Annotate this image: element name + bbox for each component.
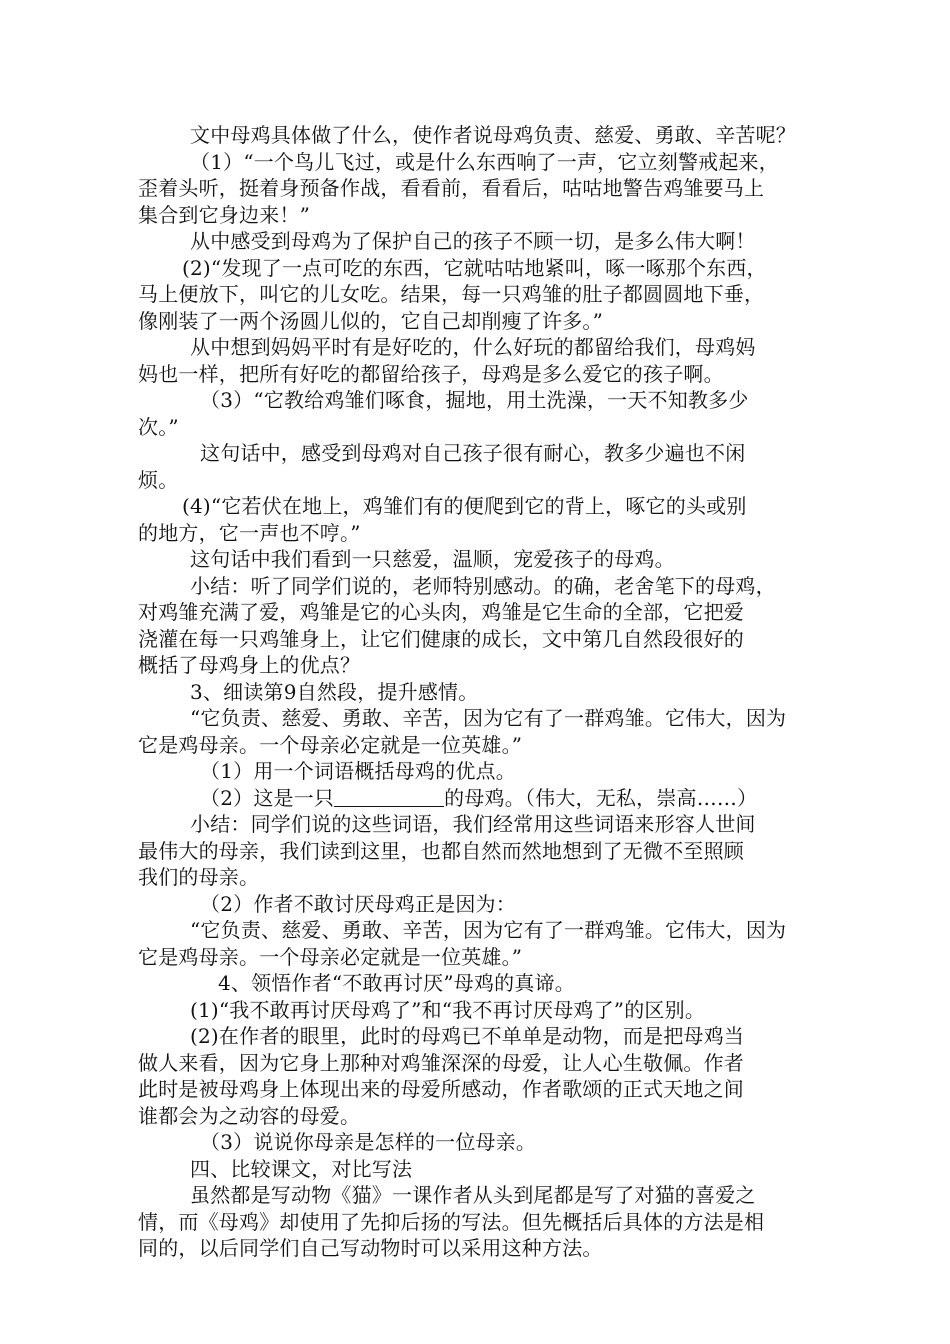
line-text: 小结：听了同学们说的，老师特别感动。的确，老舍笔下的母鸡，	[190, 573, 776, 598]
text-line	[138, 970, 908, 997]
line-text: 妈也一样，把所有好吃的都留给孩子，母鸡是多么爱它的孩子啊。	[138, 361, 724, 386]
line-text: 歪着头听，挺着身预备作战，看看前，看看后，咕咕地警告鸡雏要马上	[138, 176, 765, 200]
text-line	[138, 732, 828, 759]
line-text: （3）“它教给鸡雏们啄食，掘地，用土洗澡，一天不知教多少	[200, 388, 749, 412]
line-text: 它是鸡母亲。一个母亲必定就是一位英雄。”	[138, 732, 523, 757]
text-line	[138, 467, 828, 494]
text-line	[138, 1103, 828, 1130]
text-line	[138, 414, 828, 441]
text-line	[138, 917, 880, 944]
text-line	[138, 520, 828, 547]
text-line	[138, 440, 890, 467]
line-text: 谁都会为之动容的母爱。	[138, 1103, 361, 1128]
text-line	[138, 1156, 880, 1183]
line-text: 像刚装了一两个汤圆儿似的，它自己却削瘦了许多。”	[138, 308, 604, 333]
line-text: 浇灌在每一只鸡雏身上，让它们健康的成长，文中第几自然段很好的	[138, 626, 744, 651]
line-text: 的地方，它一声也不哼。”	[138, 520, 361, 545]
text-line	[138, 175, 828, 202]
text-line	[138, 599, 828, 626]
text-line	[138, 626, 828, 653]
line-text: 次。”	[138, 414, 179, 439]
line-text: 我们的母亲。	[138, 865, 260, 889]
text-line	[138, 202, 828, 229]
line-text: （2）这是一只	[200, 785, 335, 810]
line-text: 马上便放下，叫它的儿女吃。结果，每一只鸡雏的肚子都圆圆地下垂，	[138, 282, 765, 306]
line-text: 这句话中我们看到一只慈爱，温顺，宠爱孩子的母鸡。	[190, 547, 675, 571]
line-text: 此时是被母鸡身上体现出来的母爱所感动，作者歌颂的正式天地之间	[138, 1077, 744, 1101]
line-text: 对鸡雏充满了爱，鸡雏是它的心头肉，鸡雏是它生命的全部，它把爱	[138, 600, 744, 624]
line-text: 概括了母鸡身上的优点？	[138, 653, 361, 677]
line-text: 3、细读第9自然段，提升感情。	[190, 679, 479, 704]
line-text: 最伟大的母亲，我们读到这里，也都自然而然地想到了无微不至照顾	[138, 838, 744, 863]
text-line	[138, 546, 880, 573]
line-text: 它是鸡母亲。一个母亲必定就是一位英雄。”	[138, 944, 523, 969]
text-line	[138, 122, 880, 149]
line-text: 烦。	[138, 467, 179, 492]
line-text: 虽然都是写动物《猫》一课作者从头到尾都是写了对猫的喜爱之	[190, 1183, 756, 1207]
line-text: 4、领悟作者“不敢再讨厌”母鸡的真谛。	[218, 971, 575, 995]
text-line	[138, 811, 880, 838]
text-line	[138, 493, 872, 520]
text-line	[138, 308, 828, 335]
text-line	[138, 944, 828, 971]
line-text: 做人来看，因为它身上那种对鸡雏深深的母爱，让人心生敬佩。作者	[138, 1050, 744, 1075]
text-line	[138, 705, 880, 732]
line-text: 从中想到妈妈平时有是好吃的，什么好玩的都留给我们，母鸡妈	[190, 335, 756, 359]
line-text: (2)在作者的眼里，此时的母鸡已不单单是动物，而是把母鸡当	[190, 1024, 745, 1048]
line-text: （1）用一个词语概括母鸡的优点。	[200, 759, 516, 783]
text-line	[138, 1023, 880, 1050]
text-line	[138, 361, 828, 388]
line-text: “它负责、慈爱、勇敢、辛苦，因为它有了一群鸡雏。它伟大，因为	[190, 706, 787, 730]
line-text: （1）“一个鸟儿飞过，或是什么东西响了一声，它立刻警戒起来，	[190, 149, 779, 174]
line-text-after-blank: 的母鸡。（伟大，无私，崇高……）	[444, 785, 758, 810]
text-line	[138, 864, 828, 891]
line-text: （3）说说你母亲是怎样的一位母亲。	[200, 1130, 537, 1154]
text-line	[138, 1235, 828, 1262]
line-text: 从中感受到母鸡为了保护自己的孩子不顾一切，是多么伟大啊！	[190, 229, 756, 253]
text-line	[138, 573, 880, 600]
line-text: 文中母鸡具体做了什么，使作者说母鸡负责、慈爱、勇敢、辛苦呢？	[190, 123, 796, 147]
line-text: “它负责、慈爱、勇敢、辛苦，因为它有了一群鸡雏。它伟大，因为	[190, 918, 787, 942]
fill-in-blank	[334, 788, 444, 807]
text-line	[138, 281, 828, 308]
text-line	[138, 1129, 890, 1156]
text-line	[138, 1182, 880, 1209]
line-text: (1)“我不敢再讨厌母鸡了”和“我不再讨厌母鸡了”的区别。	[190, 997, 706, 1022]
text-line	[138, 679, 880, 706]
text-line	[138, 758, 890, 785]
line-text: (4)“它若伏在地上，鸡雏们有的便爬到它的背上，啄它的头或别	[182, 494, 747, 518]
text-line	[138, 785, 890, 812]
text-line	[138, 1050, 828, 1077]
line-text: (2)“发现了一点可吃的东西，它就咕咕地紧叫，啄一啄那个东西，	[182, 255, 767, 280]
text-line	[138, 891, 890, 918]
text-line	[138, 228, 880, 255]
text-line	[138, 1209, 828, 1236]
text-line	[138, 652, 828, 679]
line-text: 这句话中，感受到母鸡对自己孩子很有耐心，教多少遍也不闲	[200, 441, 746, 465]
text-line	[138, 1076, 828, 1103]
line-text: 集合到它身边来！”	[138, 202, 311, 227]
line-text: 同的，以后同学们自己写动物时可以采用这种方法。	[138, 1236, 603, 1260]
line-text: 四、比较课文，对比写法	[190, 1156, 413, 1181]
text-line	[138, 997, 880, 1024]
line-text: 情，而《母鸡》却使用了先抑后扬的写法。但先概括后具体的方法是相	[138, 1209, 765, 1234]
text-line	[138, 255, 872, 282]
text-line	[138, 838, 828, 865]
line-text: 小结：同学们说的这些词语，我们经常用这些词语来形容人世间	[190, 812, 756, 836]
text-line	[138, 387, 890, 414]
line-text: （2）作者不敢讨厌母鸡正是因为：	[200, 891, 516, 916]
text-line	[138, 149, 880, 176]
text-line	[138, 334, 880, 361]
